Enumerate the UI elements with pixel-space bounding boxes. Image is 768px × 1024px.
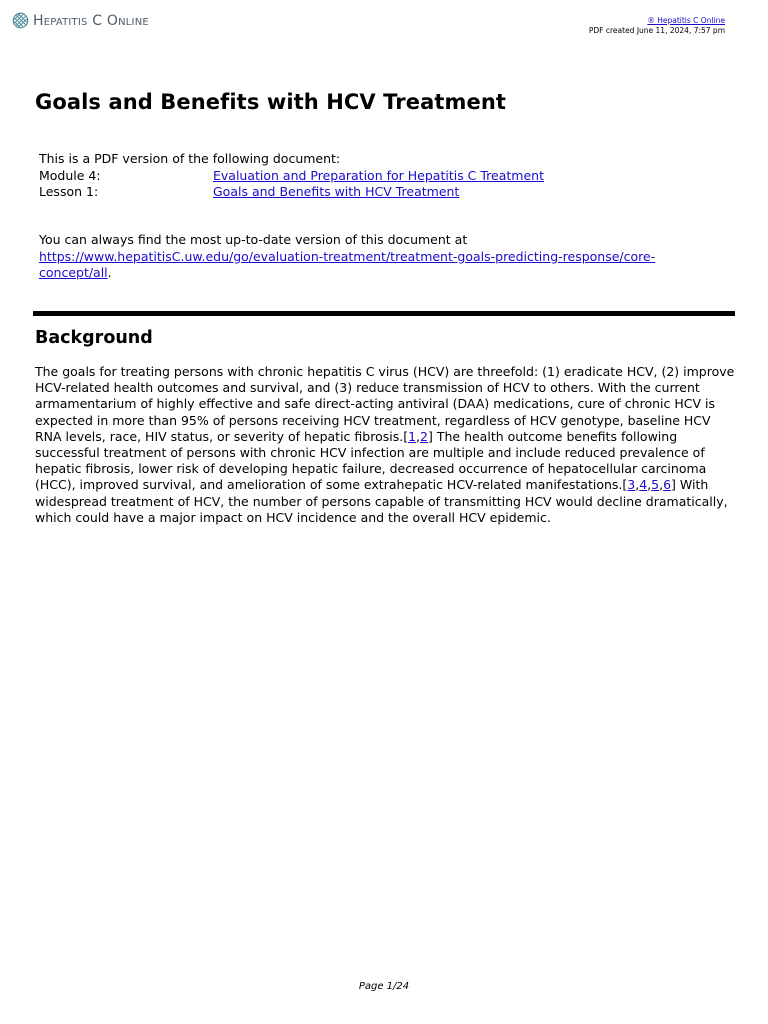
latest-version-note [39,232,689,282]
background-text-3: With widespread treatment of HCV, the number of persons capable of transmitting HCV would decline dramatically, which could have a major impact on HCV incidence and the overall HCV epidemic. [35,477,728,525]
ref-comma: , [635,477,640,493]
reference-link-1[interactable]: 1 [408,428,417,444]
virus-globe-icon [12,12,29,29]
module-row [39,168,544,185]
logo-word-hepatitis: Hepatitis [33,12,88,29]
logo-word-online: Online [106,12,149,29]
module-link[interactable]: Evaluation and Preparation for Hepatitis C Treatment [213,167,544,183]
page-title: Goals and Benefits with HCV Treatment [35,90,507,114]
lesson-row [39,184,544,201]
lesson-link[interactable]: Goals and Benefits with HCV Treatment [213,184,460,199]
background-text-1: The goals for treating persons with chronic hepatitis C virus (HCV) are threefold: (1) eradicate HCV, (2) improve HCV-related health outcomes and survival, and (3) reduce transmission of HCV to others. With the current armamentarium of highly effective and safe direct-acting antiviral (DAA) medications, cure of chronic HCV is expected in more than 95% of persons receiving HCV treatment, regardless of HCV genotype, baseline HCV RNA levels, race, HIV status, or severity of hepatic fibrosis. [35,364,735,444]
ref-comma: , [659,477,664,493]
docinfo-intro: This is a PDF version of the following document: [39,151,341,166]
logo-wordmark [33,13,149,29]
ref-bracket: [ [403,428,409,444]
reference-link-3[interactable]: 3 [627,477,636,493]
reference-link-6[interactable]: 6 [663,477,672,493]
document-info [39,151,544,201]
pdf-created-date: PDF created June 11, 2024, 7:57 pm [588,26,725,35]
latest-version-period: . [107,265,112,280]
ref-comma: , [647,477,652,493]
section-heading-background: Background [35,328,153,348]
reference-link-2[interactable]: 2 [420,428,428,444]
latest-version-text: You can always find the most up-to-date version of this document at [39,232,468,247]
page-number: Page 1/24 [358,981,410,992]
reference-link-4[interactable]: 4 [639,477,648,493]
module-label: Module 4: [39,167,101,183]
section-divider [33,311,735,316]
site-logo[interactable] [12,12,149,29]
ref-comma: , [416,428,421,444]
pdf-meta [589,16,725,36]
lesson-label: Lesson 1: [39,184,99,199]
latest-version-url[interactable]: https://www.hepatitisC.uw.edu/go/evaluation-treatment/treatment-goals-predicting-response/core-concept/all [39,248,656,280]
background-text-2: The health outcome benefits following successful treatment of persons with chronic HCV infection are multiple and include reduced prevalence of hepatic fibrosis, lower risk of developing hepatic failure, decreased occurrence of hepatocellular carcinoma (HCC), improved survival, and amelioration of some extrahepatic HCV-related manifestations. [35,428,707,493]
reference-link-5[interactable]: 5 [651,477,660,493]
logo-word-c: C [92,12,103,29]
background-paragraph [35,364,735,526]
ref-bracket: [ [622,477,628,493]
copyright-link[interactable]: ® Hepatitis C Online [647,16,725,25]
ref-bracket: ] [427,428,433,444]
ref-bracket: ] [671,477,676,493]
